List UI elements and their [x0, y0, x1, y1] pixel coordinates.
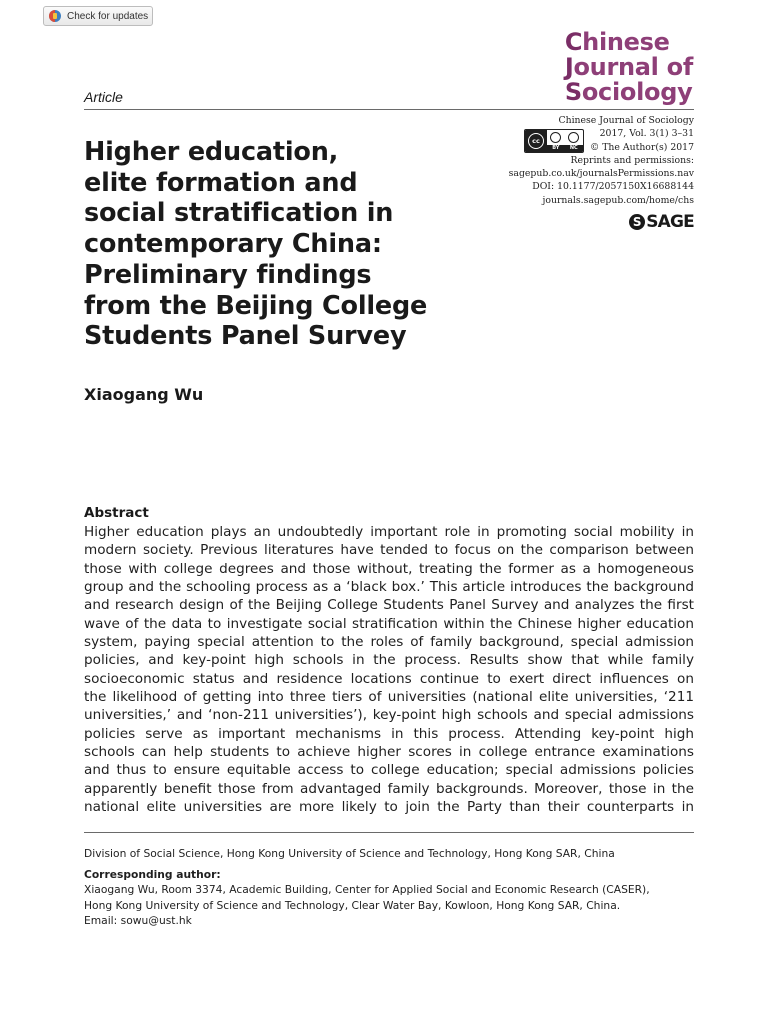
meta-volume: 2017, Vol. 3(1) 3–31: [599, 128, 694, 140]
sage-s-icon: S: [629, 214, 645, 230]
abstract-line: schools can help students to achieve higher scores in college entrance examinations: [84, 744, 694, 761]
logo-line-3: ociology: [581, 78, 693, 106]
corresponding-author-email[interactable]: Email: sowu@ust.hk: [84, 914, 192, 928]
meta-journal-name: Chinese Journal of Sociology: [558, 115, 694, 126]
cc-label: cc: [528, 133, 544, 149]
abstract-line: the likelihood of getting into three tiers of universities (national elite universities, ‘211: [84, 689, 694, 706]
cc-nc-label: NC: [569, 145, 578, 152]
abstract-line: and thus to ensure equitable access to college education; special admissions policies: [84, 762, 694, 779]
abstract-line: socioeconomic status and residence locations continue to exert direct influences on: [84, 670, 694, 687]
title-line: Preliminary findings: [84, 259, 372, 290]
author-name: Xiaogang Wu: [84, 385, 204, 404]
article-type-label: Article: [84, 89, 123, 105]
abstract-line: policies serve as important mechanisms in this process. Attending key-point high: [84, 725, 694, 742]
check-for-updates-button[interactable]: [43, 6, 153, 26]
header-divider: [84, 109, 694, 110]
title-line: social stratification in: [84, 198, 394, 229]
abstract-line: Higher education plays an undoubtedly important role in promoting social mobility in: [84, 524, 694, 540]
cc-by-label: BY: [552, 145, 560, 152]
title-line: from the Beijing College: [84, 290, 428, 321]
abstract-heading: Abstract: [84, 505, 149, 521]
title-line: elite formation and: [84, 167, 358, 198]
abstract-line: policies, and key-point high schools in the process. Results show that while family: [84, 652, 694, 669]
abstract-line: those with college degrees and those without, treating the former as a homogeneous: [84, 560, 694, 577]
cc-attributes: [547, 130, 583, 152]
abstract-line: group and the schooling process as a ‘black box.’ This article introduces the background: [84, 579, 694, 596]
sage-logo: [629, 212, 694, 232]
publication-metadata: [474, 114, 694, 207]
abstract-line: and research design of the Beijing College Students Panel Survey and analyzes the first: [84, 597, 694, 614]
footnotes: [84, 846, 699, 929]
meta-doi[interactable]: DOI: 10.1177/2057150X16688144: [532, 181, 694, 193]
logo-cap-s: S: [564, 78, 582, 106]
logo-line-2: ournal of: [573, 53, 693, 81]
logo-cap-j: J: [564, 53, 574, 81]
abstract-line: national elite universities are more likely to join the Party than their counterparts in: [84, 799, 694, 816]
meta-license-row: [474, 127, 694, 154]
check-for-updates-label: Check for updates: [67, 10, 149, 22]
cc-foot: [547, 145, 583, 152]
abstract-line: apparently benefit those from advantaged family backgrounds. Moreover, those in the: [84, 780, 694, 797]
logo-line-1: hinese: [582, 28, 670, 56]
sage-wordmark: SAGE: [646, 212, 694, 232]
title-line: Higher education,: [84, 137, 339, 167]
title-line: contemporary China:: [84, 229, 382, 260]
corresponding-author-line: Hong Kong University of Science and Technology, Clear Water Bay, Kowloon, Hong Kong SAR, China.: [84, 898, 621, 912]
title-line: Students Panel Survey: [84, 321, 407, 352]
meta-copyright: © The Author(s) 2017: [589, 141, 694, 153]
logo-cap-c: C: [564, 28, 583, 56]
corresponding-author-line: Xiaogang Wu, Room 3374, Academic Building, Center for Applied Social and Economic Research (CASER),: [84, 883, 650, 897]
meta-reprints: Reprints and permissions:: [570, 154, 694, 166]
footnote-divider: [84, 832, 694, 833]
abstract-line: universities,’ and ‘non-211 universities’), key-point high schools and special admissions: [84, 707, 694, 724]
corresponding-author-heading: Corresponding author:: [84, 867, 221, 881]
crossmark-icon: [49, 10, 61, 22]
cc-symbol: [525, 130, 547, 152]
abstract-line: modern society. Previous literatures have tended to focus on the comparison between: [84, 542, 694, 559]
meta-volume-copyright: [590, 127, 694, 154]
abstract-line: wave of the data to investigate social stratification within the Chinese higher education: [84, 615, 694, 632]
journal-logo: [565, 30, 693, 105]
meta-journal-link[interactable]: journals.sagepub.com/home/chs: [542, 194, 694, 206]
article-title: [84, 137, 474, 352]
abstract-line: system, paying special attention to the roles of family background, special admission: [84, 634, 694, 651]
meta-permissions-link[interactable]: sagepub.co.uk/journalsPermissions.nav: [508, 168, 694, 180]
creative-commons-icon[interactable]: [524, 129, 584, 153]
author-affiliation: Division of Social Science, Hong Kong University of Science and Technology, Hong Kong SAR, China: [84, 847, 615, 860]
abstract-body: [84, 523, 694, 817]
